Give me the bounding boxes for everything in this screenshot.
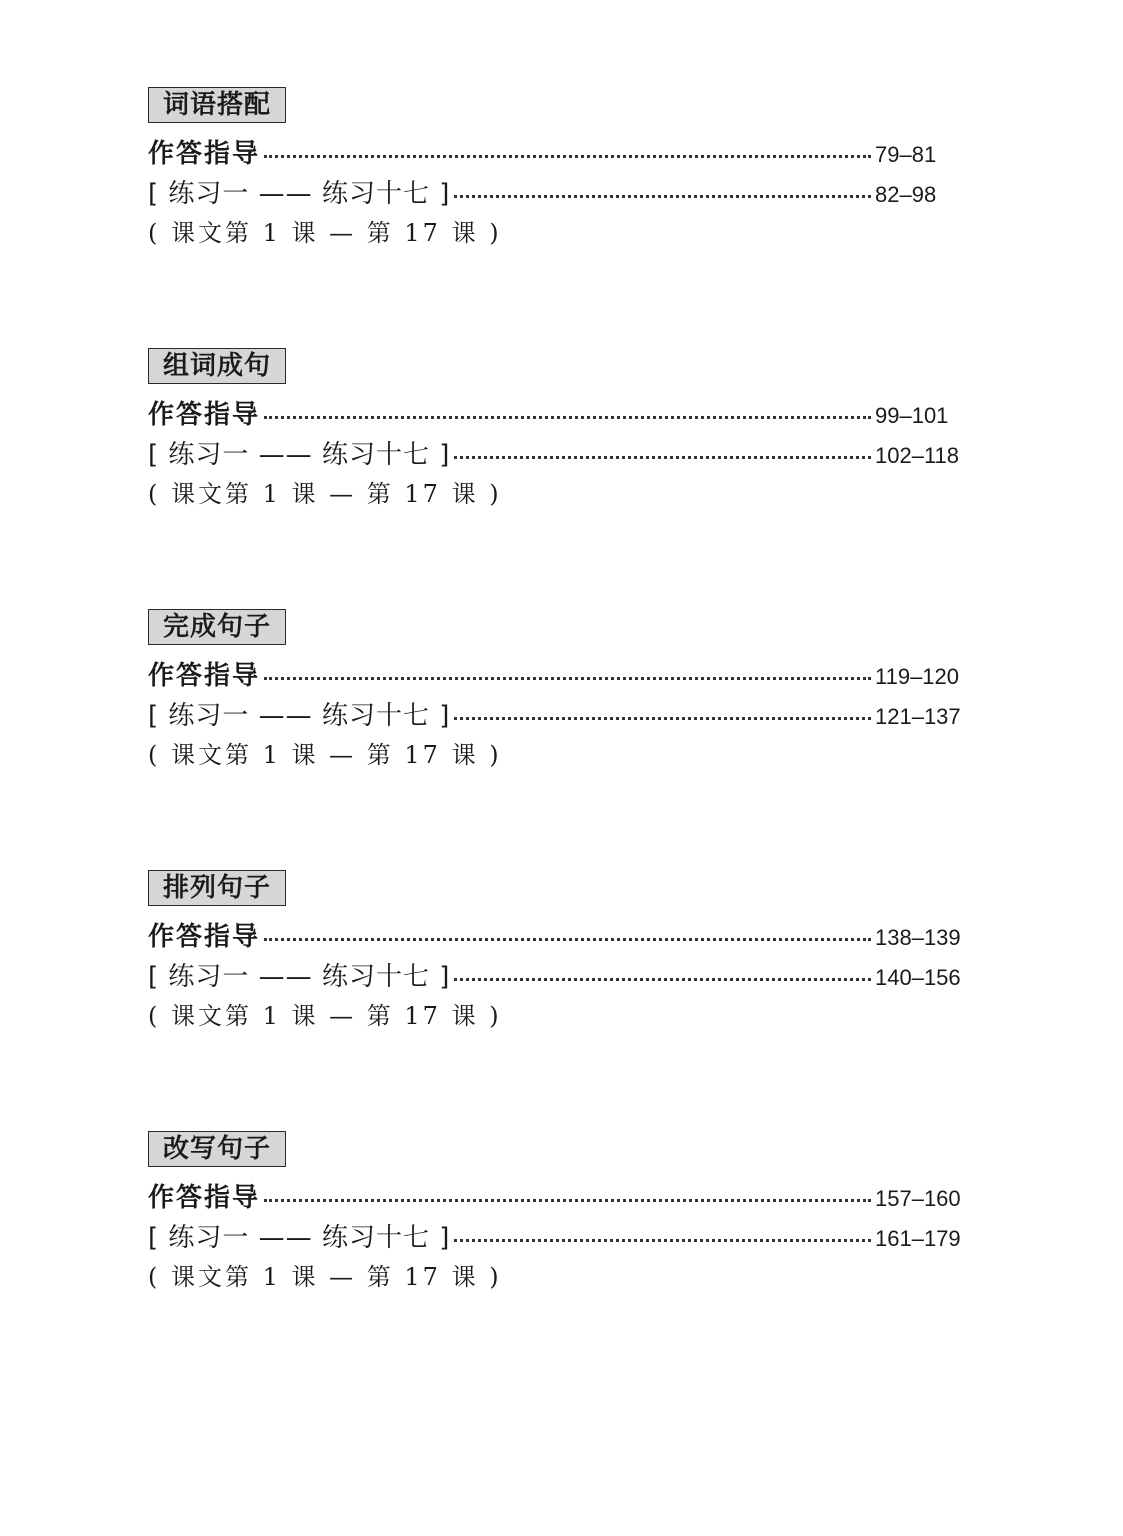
entry-label: [ 练习一 —— 练习十七 ]	[148, 701, 451, 731]
section-title: 改写句子	[148, 1131, 286, 1167]
section-title: 排列句子	[148, 870, 286, 906]
page-range: 99–101	[875, 403, 949, 428]
dot-leader	[264, 938, 871, 941]
entry-label: [ 练习一 —— 练习十七 ]	[148, 179, 451, 209]
toc-entry-practice[interactable]	[148, 1217, 971, 1259]
dot-leader	[454, 1239, 871, 1242]
toc-section-sentence-rewriting	[148, 1131, 978, 1392]
section-title: 词语搭配	[148, 87, 286, 123]
dot-leader	[264, 1199, 871, 1202]
lesson-range-note: ( 课文第 1 课 — 第 17 课 )	[148, 741, 502, 769]
toc-entry-guide[interactable]	[148, 135, 971, 173]
page-range: 138–139	[875, 925, 961, 950]
entry-label: [ 练习一 —— 练习十七 ]	[148, 440, 451, 470]
dot-leader	[454, 195, 871, 198]
entry-label: 作答指导	[148, 1183, 261, 1213]
page-range: 157–160	[875, 1186, 961, 1211]
toc-entry-guide[interactable]	[148, 657, 971, 695]
page-range: 82–98	[875, 182, 937, 207]
dot-leader	[264, 677, 871, 680]
page-range: 102–118	[875, 443, 960, 468]
toc-entry-guide[interactable]	[148, 396, 971, 434]
dot-leader	[454, 717, 871, 720]
page-range: 140–156	[875, 965, 961, 990]
entry-label: [ 练习一 —— 练习十七 ]	[148, 962, 451, 992]
toc-entry-practice[interactable]	[148, 434, 971, 476]
entry-label: 作答指导	[148, 400, 261, 430]
lesson-range-note: ( 课文第 1 课 — 第 17 课 )	[148, 480, 502, 508]
section-title: 组词成句	[148, 348, 286, 384]
lesson-range-note: ( 课文第 1 课 — 第 17 课 )	[148, 219, 502, 247]
page-range: 161–179	[875, 1226, 961, 1251]
toc-entry-practice[interactable]	[148, 695, 971, 737]
toc-section-sentence-completion	[148, 609, 978, 870]
page-range: 79–81	[875, 142, 937, 167]
section-title: 完成句子	[148, 609, 286, 645]
toc-entry-guide[interactable]	[148, 918, 971, 956]
dot-leader	[264, 155, 871, 158]
toc-entry-practice[interactable]	[148, 956, 971, 998]
toc-section-sentence-ordering	[148, 870, 978, 1131]
toc-section-word-collocation	[148, 87, 978, 348]
page-range: 121–137	[875, 704, 961, 729]
dot-leader	[454, 456, 871, 459]
lesson-range-note: ( 课文第 1 课 — 第 17 课 )	[148, 1263, 502, 1291]
dot-leader	[264, 416, 871, 419]
entry-label: [ 练习一 —— 练习十七 ]	[148, 1223, 451, 1253]
entry-label: 作答指导	[148, 661, 261, 691]
entry-label: 作答指导	[148, 139, 261, 169]
lesson-range-note: ( 课文第 1 课 — 第 17 课 )	[148, 1002, 502, 1030]
entry-label: 作答指导	[148, 922, 261, 952]
dot-leader	[454, 978, 871, 981]
toc-entry-guide[interactable]	[148, 1179, 971, 1217]
toc-section-sentence-building	[148, 348, 978, 609]
toc-entry-practice[interactable]	[148, 173, 971, 215]
table-of-contents	[148, 87, 978, 1392]
page-range: 119–120	[875, 664, 960, 689]
